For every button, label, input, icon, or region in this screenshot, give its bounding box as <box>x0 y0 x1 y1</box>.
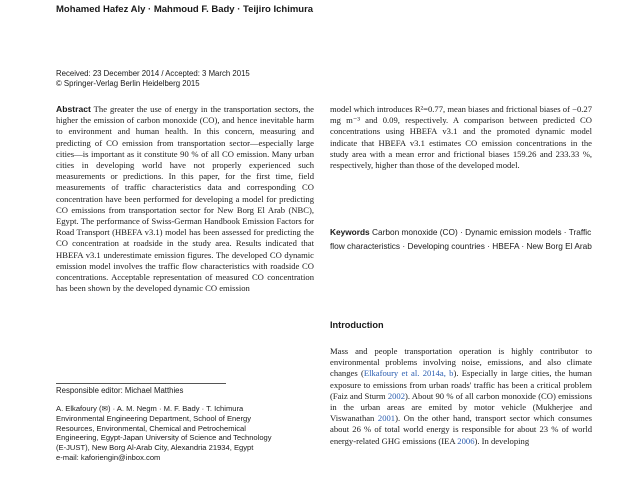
abstract-right-column <box>330 104 592 171</box>
affiliation-line: Environmental Engineering Department, School of Energy <box>56 413 252 423</box>
intro-text: Mass and people transportation operation is highly contributor to environmental problems involving noise, emissions, and also climate changes ( <box>330 346 592 379</box>
abstract-text-right: model which introduces R²=0.77, mean biases and frictional biases of −0.27 mg m⁻³ and 0.09, respectively. A comparison between predicted CO concentrations using HBEFA v3.1 and the promoted dynamic model indicate that HBEFA v3.1 estimates CO emission concentrations in the study area with a mean error and frictional biases 159.26 and 233.33 %, respectively, higher than those of the developed model. <box>330 104 592 171</box>
introduction-paragraph <box>330 346 592 447</box>
footnote-divider <box>56 383 226 384</box>
affiliation-line: Engineering, Egypt-Japan University of Science and Technology <box>56 433 272 443</box>
author-affiliation <box>56 404 316 463</box>
citation-link[interactable]: 2002 <box>387 390 405 401</box>
keywords-label: Keywords <box>330 227 370 237</box>
keywords-text: Carbon monoxide (CO) · Dynamic emission models · Traffic flow characteristics · Developing countries · HBEFA · New Borg El Arab <box>330 227 592 251</box>
affiliation-line: A. Elkafoury (✉) · A. M. Negm · M. F. Bady · T. Ichimura <box>56 404 244 413</box>
introduction-heading: Introduction <box>330 320 384 330</box>
publication-dates <box>56 69 356 89</box>
affiliation-line: (E-JUST), New Borg Al-Arab City, Alexandria 21934, Egypt <box>56 443 254 453</box>
abstract-left-column <box>56 104 314 294</box>
abstract-text-left: The greater the use of energy in the transportation sectors, the higher the emission of carbon monoxide (CO), and hence inevitable harm to environment and human health. In this concern, measuring and predicting of CO emission from transportation sector—especially large cities—is important as it constitute 90 % of all CO emission. Many urban cities in developing world have not properly experienced such measurements or predictions. In this paper, for the first time, field measurements of traffic characteristics data and corresponding CO concentration have been performed for developing a model for predicting CO emissions from transportation sector for New Borg El Arab (NBC), Egypt. The performance of Swiss-German Handbook Emission Factors for Road Transport (HBEFA v3.1) model has been assessed for predicting the CO concentration at roadside in the study area. Results indicated that HBEFA v3.1 underestimate emission figures. The developed CO dynamic emission model involves the traffic flow characteristics with roadside CO concentrations. Acceptable representation of measured CO concentration has been shown by the developed dynamic CO emission <box>56 104 314 294</box>
keywords-block <box>330 226 592 253</box>
abstract-label: Abstract <box>56 104 91 114</box>
citation-link[interactable]: 2001 <box>377 413 396 424</box>
intro-text: ). On the other hand, transport sector which consumes about 26 % of total world energy is responsible for about 23 % of world energy-related GHG emissions (IEA <box>330 413 592 446</box>
received-accepted-line: Received: 23 December 2014 / Accepted: 3 March 2015 <box>56 69 250 78</box>
citation-link[interactable]: 2006 <box>457 435 475 446</box>
intro-text: ). About 90 % of all carbon monoxide (CO) emissions in the urban areas are emited by motor vehicle (Mukherjee and Viswanathan <box>330 390 593 424</box>
author-list: Mohamed Hafez Aly · Mahmoud F. Bady · Teijiro Ichimura <box>56 4 314 15</box>
responsible-editor: Responsible editor: Michael Matthies <box>56 386 184 395</box>
intro-text: ). In developing <box>474 435 530 446</box>
intro-text: ). Especially in large cities, the human exposure to emissions from urban roads' traffic has been a critical problem (Faiz and Sturm <box>330 368 592 401</box>
citation-link[interactable]: Elkafoury et al. 2014a, b <box>363 368 454 379</box>
affiliation-line: Resources, Environmental, Chemical and Petrochemical <box>56 423 246 433</box>
copyright-line: © Springer-Verlag Berlin Heidelberg 2015 <box>56 79 200 88</box>
email-line[interactable]: e-mail: kaforiengin@inbox.com <box>56 452 161 462</box>
